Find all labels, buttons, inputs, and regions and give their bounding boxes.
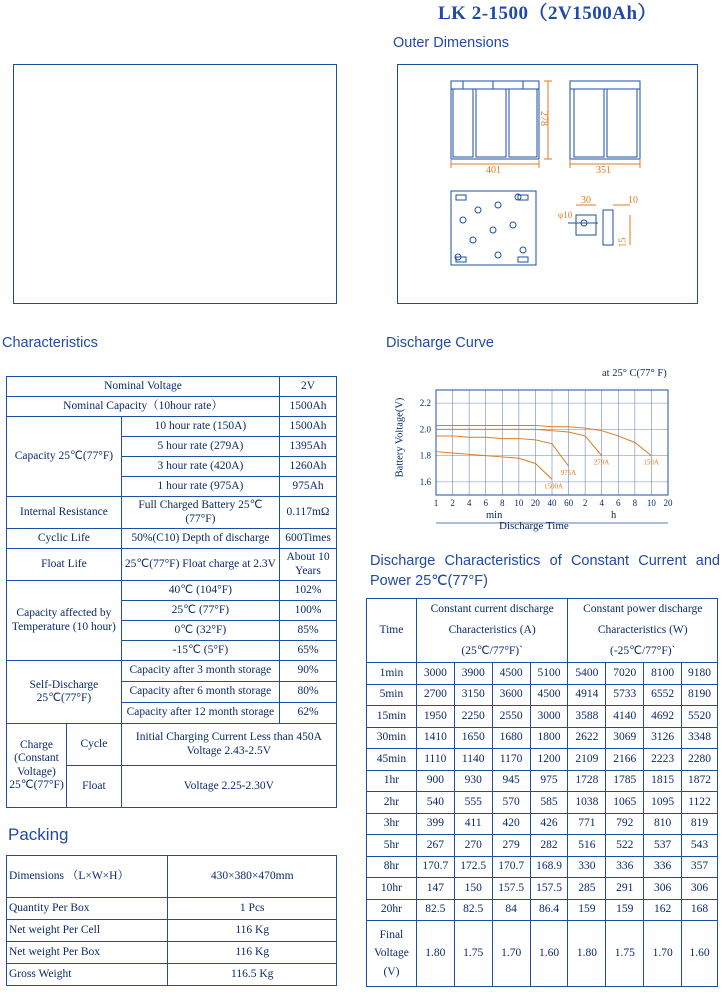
final-voltage-label: Final Voltage (V): [367, 921, 417, 987]
table-cell: 157.5: [530, 878, 568, 900]
outer-dimensions-heading: Outer Dimensions: [393, 35, 510, 51]
row-time: 5min: [367, 684, 417, 706]
table-cell: 555: [454, 792, 492, 814]
capacity-rate: 5 hour rate (279A): [121, 437, 279, 457]
table-cell: 1410: [416, 727, 454, 749]
final-voltage: 1.60: [530, 921, 568, 987]
table-cell: 1800: [530, 727, 568, 749]
x-tick-label: 10: [514, 498, 524, 508]
row-time: 45min: [367, 749, 417, 771]
table-cell: 522: [606, 835, 644, 857]
table-cell: 5733: [606, 684, 644, 706]
curve-label: 150A: [643, 458, 659, 467]
row-time: 15min: [367, 706, 417, 728]
nominal-capacity-label: Nominal Capacity（10hour rate）: [7, 397, 280, 417]
x-tick-label: 4: [599, 498, 604, 508]
table-cell: 291: [606, 878, 644, 900]
table-cell: 168: [682, 899, 718, 921]
capacity-rate: 3 hour rate (420A): [121, 457, 279, 477]
discharge-table: [366, 598, 718, 987]
table-cell: 336: [606, 856, 644, 878]
x-tick-label: 1: [433, 498, 439, 508]
packing-table: [6, 855, 337, 986]
table-cell: 975: [530, 770, 568, 792]
table-cell: 426: [530, 813, 568, 835]
y-tick-label: 1.6: [419, 476, 431, 487]
y-tick-label: 2.0: [419, 424, 431, 435]
table-cell: 1200: [530, 749, 568, 771]
table-cell: 1785: [606, 770, 644, 792]
discharge-table-heading: Discharge Characteristics of Constant Current and Power 25℃(77°F): [370, 553, 720, 589]
x-tick-label: 20: [663, 498, 673, 508]
self-discharge-cond: Capacity after 3 month storage: [121, 661, 279, 682]
table-cell: 1170: [492, 749, 530, 771]
self-discharge-label: Self-Discharge 25℃(77°F): [7, 661, 122, 724]
table-cell: 162: [644, 899, 682, 921]
dimension-drawing-svg: [398, 65, 697, 303]
self-discharge-cond: Capacity after 6 month storage: [121, 682, 279, 703]
curve-min-label: min: [486, 510, 503, 521]
row-time: 2hr: [367, 792, 417, 814]
packing-label: Quantity Per Box: [7, 898, 168, 920]
packing-value: 116 Kg: [168, 920, 337, 942]
nominal-voltage: 2V: [280, 377, 337, 397]
table-cell: 3588: [568, 706, 606, 728]
table-cell: 516: [568, 835, 606, 857]
cycle-label: Cycle: [66, 724, 121, 766]
table-cell: 84: [492, 899, 530, 921]
table-cell: 2550: [492, 706, 530, 728]
table-cell: 1122: [682, 792, 718, 814]
table-cell: 3069: [606, 727, 644, 749]
table-cell: 159: [606, 899, 644, 921]
row-time: 30min: [367, 727, 417, 749]
table-cell: 819: [682, 813, 718, 835]
table-cell: 1650: [454, 727, 492, 749]
temp-value: 100%: [280, 601, 337, 621]
table-row: [367, 835, 718, 857]
row-time: 8hr: [367, 856, 417, 878]
final-voltage: 1.70: [492, 921, 530, 987]
dim-height-label: 278: [538, 111, 549, 126]
row-time: 1hr: [367, 770, 417, 792]
table-cell: 900: [416, 770, 454, 792]
internal-resistance: 0.117mΩ: [280, 497, 337, 529]
y-tick-label: 1.8: [419, 450, 431, 461]
row-time: 10hr: [367, 878, 417, 900]
table-row: [367, 770, 718, 792]
cyclic-life: 600Times: [280, 529, 337, 549]
dim-width-label: 401: [486, 165, 501, 176]
table-cell: 279: [492, 835, 530, 857]
table-cell: 357: [682, 856, 718, 878]
table-row: [367, 878, 718, 900]
table-cell: 3900: [454, 663, 492, 685]
table-cell: 7020: [606, 663, 644, 685]
table-cell: 170.7: [416, 856, 454, 878]
table-cell: 306: [682, 878, 718, 900]
curve-label: 975A: [560, 469, 577, 478]
table-cell: 6552: [644, 684, 682, 706]
table-cell: 570: [492, 792, 530, 814]
float-value: Voltage 2.25-2.30V: [121, 766, 336, 808]
table-cell: 1038: [568, 792, 606, 814]
table-cell: 3600: [492, 684, 530, 706]
table-cell: 5520: [682, 706, 718, 728]
table-row: [367, 727, 718, 749]
x-tick-label: 6: [616, 498, 621, 508]
table-cell: 86.4: [530, 899, 568, 921]
table-cell: 157.5: [492, 878, 530, 900]
table-cell: 1872: [682, 770, 718, 792]
temp-label: Capacity affected by Temperature (10 hour): [7, 581, 122, 661]
self-discharge-value: 90%: [280, 661, 337, 682]
terminal-detail: [568, 210, 613, 245]
nominal-capacity: 1500Ah: [280, 397, 337, 417]
cp-header: Constant power discharge Characteristics (W) (-25℃/77°F)`: [568, 599, 718, 663]
curve-label: 279A: [593, 458, 610, 467]
capacity-rate: 10 hour rate (150A): [121, 417, 279, 437]
table-cell: 1950: [416, 706, 454, 728]
table-cell: 306: [644, 878, 682, 900]
product-image-frame: [13, 64, 337, 304]
table-cell: 4500: [492, 663, 530, 685]
packing-value: 116.5 Kg: [168, 964, 337, 986]
table-cell: 3348: [682, 727, 718, 749]
table-cell: 1815: [644, 770, 682, 792]
table-cell: 285: [568, 878, 606, 900]
table-row: [367, 792, 718, 814]
charge-label: Charge (Constant Voltage) 25℃(77°F): [7, 724, 67, 808]
float-life-label: Float Life: [7, 549, 122, 581]
table-cell: 2280: [682, 749, 718, 771]
self-discharge-value: 62%: [280, 703, 337, 724]
outer-dimensions-drawing: [397, 64, 698, 304]
table-cell: 3000: [416, 663, 454, 685]
final-voltage: 1.70: [644, 921, 682, 987]
discharge-curve-chart: [400, 380, 700, 540]
curve-ylabel: Battery Voltage(V): [394, 397, 406, 478]
final-voltage: 1.80: [416, 921, 454, 987]
table-cell: 1065: [606, 792, 644, 814]
table-cell: 2622: [568, 727, 606, 749]
final-voltage: 1.75: [454, 921, 492, 987]
temp-cond: 25℃ (77°F): [121, 601, 279, 621]
internal-resistance-label: Internal Resistance: [7, 497, 122, 529]
side-view: [570, 81, 640, 159]
table-cell: 2223: [644, 749, 682, 771]
float-life: About 10 Years: [280, 549, 337, 581]
table-cell: 2109: [568, 749, 606, 771]
table-cell: 3126: [644, 727, 682, 749]
float-life-cond: 25℃(77°F) Float charge at 2.3V: [121, 549, 279, 581]
temp-value: 85%: [280, 621, 337, 641]
dim-depth-label: 351: [596, 165, 611, 176]
packing-value: 116 Kg: [168, 942, 337, 964]
table-cell: 270: [454, 835, 492, 857]
cyclic-life-cond: 50%(C10) Depth of discharge: [121, 529, 279, 549]
x-tick-label: 2: [582, 498, 588, 508]
capacity-rate: 1 hour rate (975A): [121, 477, 279, 497]
table-cell: 543: [682, 835, 718, 857]
dim-15-label: 15: [617, 237, 629, 248]
table-cell: 792: [606, 813, 644, 835]
cyclic-life-label: Cyclic Life: [7, 529, 122, 549]
table-cell: 540: [416, 792, 454, 814]
row-time: 3hr: [367, 813, 417, 835]
cc-header: Constant current discharge Characteristics (A) (25℃/77°F)`: [416, 599, 568, 663]
table-row: [367, 706, 718, 728]
time-header: Time: [367, 599, 417, 663]
dim-phi-label: φ10: [558, 210, 573, 220]
table-cell: 1680: [492, 727, 530, 749]
dim-10-label: 10: [628, 195, 638, 206]
packing-label: Net weight Per Box: [7, 942, 168, 964]
y-tick-label: 2.2: [419, 398, 431, 409]
x-tick-label: 20: [530, 498, 540, 508]
curve-condition: at 25° C(77° F): [602, 368, 667, 379]
table-cell: 170.7: [492, 856, 530, 878]
x-tick-label: 40: [547, 498, 557, 508]
table-cell: 4914: [568, 684, 606, 706]
table-cell: 1110: [416, 749, 454, 771]
final-voltage: 1.60: [682, 921, 718, 987]
packing-value: 430×380×470mm: [168, 856, 337, 898]
table-cell: 945: [492, 770, 530, 792]
table-cell: 8100: [644, 663, 682, 685]
temp-cond: 40℃ (104°F): [121, 581, 279, 601]
cycle-value: Initial Charging Current Less than 450A Voltage 2.43-2.5V: [121, 724, 336, 766]
temp-cond: 0℃ (32°F): [121, 621, 279, 641]
temp-value: 65%: [280, 641, 337, 661]
table-cell: 82.5: [416, 899, 454, 921]
x-tick-label: 60: [564, 498, 574, 508]
capacity-value: 1395Ah: [280, 437, 337, 457]
final-voltage: 1.75: [606, 921, 644, 987]
table-cell: 4500: [530, 684, 568, 706]
characteristics-heading: Characteristics: [2, 335, 98, 351]
table-cell: 150: [454, 878, 492, 900]
table-cell: 399: [416, 813, 454, 835]
capacity-value: 1500Ah: [280, 417, 337, 437]
self-discharge-value: 80%: [280, 682, 337, 703]
table-cell: 420: [492, 813, 530, 835]
table-cell: 282: [530, 835, 568, 857]
capacity-value: 1260Ah: [280, 457, 337, 477]
table-row: [367, 663, 718, 685]
table-cell: 5400: [568, 663, 606, 685]
discharge-curve-heading: Discharge Curve: [386, 335, 494, 351]
page-title: LK 2-1500（2V1500Ah）: [438, 3, 658, 24]
table-cell: 3150: [454, 684, 492, 706]
internal-resistance-cond: Full Charged Battery 25℃ (77°F): [121, 497, 279, 529]
table-row: [367, 899, 718, 921]
table-cell: 930: [454, 770, 492, 792]
table-cell: 4140: [606, 706, 644, 728]
table-cell: 810: [644, 813, 682, 835]
table-cell: 2700: [416, 684, 454, 706]
table-cell: 5100: [530, 663, 568, 685]
dim-30-label: 30: [581, 195, 591, 206]
row-time: 1min: [367, 663, 417, 685]
packing-value: 1 Pcs: [168, 898, 337, 920]
curve-h-label: h: [611, 510, 617, 521]
packing-label: Net weight Per Cell: [7, 920, 168, 942]
table-cell: 168.9: [530, 856, 568, 878]
temp-value: 102%: [280, 581, 337, 601]
table-cell: 267: [416, 835, 454, 857]
top-view: [451, 191, 536, 265]
temp-cond: -15℃ (5°F): [121, 641, 279, 661]
table-cell: 2250: [454, 706, 492, 728]
nominal-voltage-label: Nominal Voltage: [7, 377, 280, 397]
packing-label: Gross Weight: [7, 964, 168, 986]
table-cell: 2166: [606, 749, 644, 771]
table-cell: 3000: [530, 706, 568, 728]
table-cell: 771: [568, 813, 606, 835]
curve-xlabel: Discharge Time: [499, 520, 569, 532]
table-cell: 82.5: [454, 899, 492, 921]
table-cell: 4692: [644, 706, 682, 728]
float-label: Float: [66, 766, 121, 808]
table-cell: 1728: [568, 770, 606, 792]
table-cell: 159: [568, 899, 606, 921]
table-cell: 8190: [682, 684, 718, 706]
table-cell: 9180: [682, 663, 718, 685]
table-row: [367, 856, 718, 878]
packing-label: Dimensions （L×W×H）: [7, 856, 168, 898]
final-voltage: 1.80: [568, 921, 606, 987]
row-time: 5hr: [367, 835, 417, 857]
table-cell: 585: [530, 792, 568, 814]
row-time: 20hr: [367, 899, 417, 921]
table-cell: 330: [568, 856, 606, 878]
table-cell: 1140: [454, 749, 492, 771]
capacity-value: 975Ah: [280, 477, 337, 497]
table-row: [367, 749, 718, 771]
self-discharge-cond: Capacity after 12 month storage: [121, 703, 279, 724]
table-cell: 537: [644, 835, 682, 857]
x-tick-label: 10: [646, 498, 656, 508]
packing-heading: Packing: [8, 825, 69, 844]
table-row: [367, 684, 718, 706]
x-tick-label: 8: [500, 498, 505, 508]
x-tick-label: 8: [632, 498, 638, 508]
front-view: [451, 81, 539, 159]
x-tick-label: 4: [466, 498, 472, 508]
table-cell: 336: [644, 856, 682, 878]
table-cell: 411: [454, 813, 492, 835]
table-cell: 1095: [644, 792, 682, 814]
table-cell: 147: [416, 878, 454, 900]
characteristics-table: [6, 376, 337, 808]
x-tick-label: 6: [483, 498, 488, 508]
curve-label: 1500A: [544, 482, 564, 491]
table-cell: 172.5: [454, 856, 492, 878]
table-row: [367, 813, 718, 835]
x-tick-label: 2: [450, 498, 455, 508]
capacity-label: Capacity 25℃(77°F): [7, 417, 122, 497]
